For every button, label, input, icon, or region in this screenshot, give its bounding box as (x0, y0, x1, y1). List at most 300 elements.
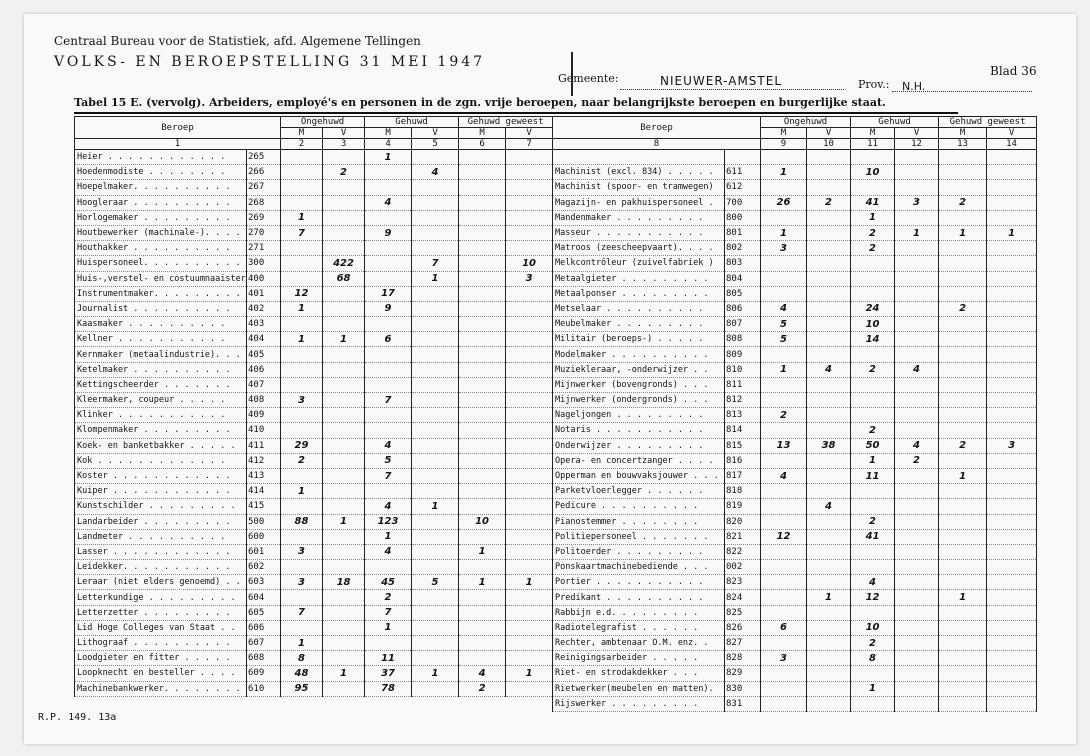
count-cell (365, 241, 412, 256)
count-cell: 11 (851, 468, 895, 483)
count-cell: 68 (323, 271, 365, 286)
count-cell (987, 468, 1037, 483)
count-cell (323, 210, 365, 225)
table-row (553, 636, 1037, 651)
count-cell: 1 (281, 636, 323, 651)
table-row (553, 301, 1037, 316)
count-cell (281, 499, 323, 514)
count-cell (761, 393, 807, 408)
count-cell (281, 620, 323, 635)
count-cell: 18 (323, 575, 365, 590)
count-cell: 1 (939, 468, 987, 483)
occupation-code: 400 (247, 271, 281, 286)
table-row (553, 620, 1037, 635)
count-cell (939, 681, 987, 696)
occupation-name: Metselaar . . . . . . . . . . (553, 301, 725, 316)
count-cell (412, 393, 459, 408)
gemeente-underline (620, 89, 844, 90)
count-cell (459, 560, 506, 575)
count-cell (281, 195, 323, 210)
count-cell: 7 (365, 393, 412, 408)
count-cell: 2 (851, 225, 895, 240)
count-cell (851, 347, 895, 362)
count-cell: 123 (365, 514, 412, 529)
occupation-code: 823 (725, 575, 761, 590)
count-cell: 17 (365, 286, 412, 301)
table-row (553, 544, 1037, 559)
count-cell (761, 453, 807, 468)
count-cell (412, 468, 459, 483)
m-header: M (365, 128, 412, 139)
occupation-name: Huis-,verstel- en costuumnaaister (75, 271, 247, 286)
count-cell (761, 590, 807, 605)
count-cell: 4 (365, 438, 412, 453)
count-cell: 7 (412, 256, 459, 271)
count-cell: 1 (365, 529, 412, 544)
count-cell (939, 180, 987, 195)
table-row (75, 317, 553, 332)
count-cell (895, 636, 939, 651)
occupation-name (553, 150, 725, 165)
count-cell: 1 (281, 301, 323, 316)
count-cell: 2 (851, 241, 895, 256)
occupation-code: 500 (247, 514, 281, 529)
table-row (553, 453, 1037, 468)
count-cell (895, 696, 939, 711)
occupation-code: 808 (725, 332, 761, 347)
occupation-code: 826 (725, 620, 761, 635)
occupation-code: 405 (247, 347, 281, 362)
occupation-code: 819 (725, 499, 761, 514)
count-cell (987, 210, 1037, 225)
count-cell (939, 165, 987, 180)
table-row (553, 438, 1037, 453)
count-cell: 1 (323, 514, 365, 529)
count-cell: 1 (761, 165, 807, 180)
count-cell (459, 271, 506, 286)
count-cell (412, 529, 459, 544)
count-cell (459, 499, 506, 514)
count-cell (459, 651, 506, 666)
count-cell (807, 271, 851, 286)
count-cell: 3 (281, 393, 323, 408)
occupation-name: Portier . . . . . . . . . . . (553, 575, 725, 590)
table-row (75, 377, 553, 392)
count-cell (807, 225, 851, 240)
col-number: 8 (553, 139, 761, 150)
count-cell (807, 651, 851, 666)
count-cell (506, 317, 553, 332)
count-cell (459, 423, 506, 438)
occupation-name: Loodgieter en fitter . . . . . (75, 651, 247, 666)
count-cell (281, 408, 323, 423)
table-row (75, 438, 553, 453)
count-cell (412, 362, 459, 377)
occupation-name: Metaalponser . . . . . . . . . (553, 286, 725, 301)
prov-value: N.H. (902, 80, 926, 93)
count-cell (365, 484, 412, 499)
occupation-code: 402 (247, 301, 281, 316)
count-cell (939, 453, 987, 468)
m-header: M (761, 128, 807, 139)
count-cell: 4 (365, 499, 412, 514)
count-cell: 4 (761, 468, 807, 483)
count-cell (761, 286, 807, 301)
count-cell (323, 590, 365, 605)
table-row (75, 544, 553, 559)
count-cell (506, 651, 553, 666)
table-row (75, 484, 553, 499)
count-cell (506, 468, 553, 483)
col-number: 4 (365, 139, 412, 150)
table-row (553, 408, 1037, 423)
count-cell (851, 666, 895, 681)
count-cell (987, 666, 1037, 681)
table-row (553, 484, 1037, 499)
count-cell: 9 (365, 225, 412, 240)
occupation-name: Mandenmaker . . . . . . . . . (553, 210, 725, 225)
table-row (553, 499, 1037, 514)
count-cell (506, 408, 553, 423)
count-cell (807, 529, 851, 544)
count-cell (851, 696, 895, 711)
count-cell: 1 (365, 620, 412, 635)
count-cell: 3 (506, 271, 553, 286)
count-cell (323, 408, 365, 423)
occupation-code: 607 (247, 636, 281, 651)
gehuwd-geweest-header: Gehuwd geweest (939, 117, 1037, 128)
count-cell (412, 453, 459, 468)
occupation-code: 815 (725, 438, 761, 453)
count-cell: 95 (281, 681, 323, 696)
count-cell (459, 636, 506, 651)
col-number: 5 (412, 139, 459, 150)
count-cell: 2 (459, 681, 506, 696)
count-cell (807, 514, 851, 529)
count-cell (761, 499, 807, 514)
occupation-code: 812 (725, 393, 761, 408)
occupation-code: 604 (247, 590, 281, 605)
count-cell: 1 (323, 666, 365, 681)
count-cell (939, 271, 987, 286)
occupation-name: Journalist . . . . . . . . . . (75, 301, 247, 316)
count-cell: 3 (761, 241, 807, 256)
occupation-code: 813 (725, 408, 761, 423)
occupation-name: Opperman en bouwvaksjouwer . . . (553, 468, 725, 483)
table-row (75, 651, 553, 666)
count-cell (807, 332, 851, 347)
occupation-name: Kok . . . . . . . . . . . . . (75, 453, 247, 468)
count-cell: 12 (281, 286, 323, 301)
count-cell (459, 408, 506, 423)
count-cell: 5 (412, 575, 459, 590)
count-cell (323, 453, 365, 468)
count-cell (323, 362, 365, 377)
count-cell (459, 605, 506, 620)
count-cell (761, 575, 807, 590)
count-cell (895, 150, 939, 165)
occupation-code: 825 (725, 605, 761, 620)
count-cell: 1 (851, 681, 895, 696)
count-cell (987, 514, 1037, 529)
count-cell (895, 286, 939, 301)
count-cell (895, 499, 939, 514)
count-cell (412, 681, 459, 696)
table-row (75, 150, 553, 165)
occupation-code: 700 (725, 195, 761, 210)
count-cell (412, 377, 459, 392)
occupation-name: Riet- en strodakdekker . . . (553, 666, 725, 681)
occupation-name: Melkcontrôleur (zuivelfabriek ) (553, 256, 725, 271)
count-cell (987, 377, 1037, 392)
count-cell (323, 468, 365, 483)
count-cell (506, 393, 553, 408)
count-cell: 4 (895, 438, 939, 453)
occupation-code: 412 (247, 453, 281, 468)
count-cell (807, 377, 851, 392)
v-header: V (323, 128, 365, 139)
count-cell (939, 620, 987, 635)
count-cell (459, 195, 506, 210)
count-cell: 1 (761, 362, 807, 377)
count-cell: 2 (851, 636, 895, 651)
count-cell (459, 453, 506, 468)
count-cell (761, 560, 807, 575)
count-cell (412, 332, 459, 347)
col-number: 13 (939, 139, 987, 150)
occupation-code: 271 (247, 241, 281, 256)
count-cell: 24 (851, 301, 895, 316)
count-cell: 2 (761, 408, 807, 423)
count-cell: 4 (807, 499, 851, 514)
occupation-name: Kellner . . . . . . . . . . . (75, 332, 247, 347)
occupation-code: 268 (247, 195, 281, 210)
count-cell (895, 408, 939, 423)
count-cell (987, 423, 1037, 438)
count-cell (506, 362, 553, 377)
count-cell: 4 (851, 575, 895, 590)
count-cell (459, 332, 506, 347)
count-cell (412, 225, 459, 240)
count-cell: 5 (365, 453, 412, 468)
count-cell (895, 544, 939, 559)
count-cell (412, 286, 459, 301)
count-cell (895, 241, 939, 256)
count-cell (506, 347, 553, 362)
count-cell (987, 180, 1037, 195)
count-cell (459, 377, 506, 392)
occupation-code: 605 (247, 605, 281, 620)
occupation-code: 410 (247, 423, 281, 438)
count-cell (412, 301, 459, 316)
occupation-code: 403 (247, 317, 281, 332)
count-cell (506, 180, 553, 195)
occupation-name: Rietwerker(meubelen en matten). (553, 681, 725, 696)
count-cell (807, 636, 851, 651)
occupation-name: Ponskaartmachinebediende . . . (553, 560, 725, 575)
occupation-name: Kaasmaker . . . . . . . . . . (75, 317, 247, 332)
table-title: Tabel 15 E. (vervolg). Arbeiders, employé's en personen in de zgn. vrije beroepen, naar belangrijkste beroepen en burgerlijke staat. (74, 96, 958, 114)
count-cell (987, 271, 1037, 286)
table-row (75, 575, 553, 590)
count-cell (323, 499, 365, 514)
table-row (75, 423, 553, 438)
gemeente-value: NIEUWER-AMSTEL (660, 74, 783, 88)
table-row (75, 195, 553, 210)
left-census-table (74, 116, 553, 697)
count-cell (761, 636, 807, 651)
occupation-name: Letterkundige . . . . . . . . . (75, 590, 247, 605)
table-row (553, 393, 1037, 408)
table-row (553, 696, 1037, 711)
count-cell (987, 408, 1037, 423)
occupation-name: Hoogleraar . . . . . . . . . . (75, 195, 247, 210)
count-cell (851, 560, 895, 575)
occupation-code: 266 (247, 165, 281, 180)
form-code: R.P. 149. 13a (38, 712, 117, 723)
table-row (553, 165, 1037, 180)
occupation-code (725, 150, 761, 165)
occupation-name: Rijswerker . . . . . . . . . (553, 696, 725, 711)
occupation-name: Rabbijn e.d. . . . . . . . . (553, 605, 725, 620)
count-cell (895, 651, 939, 666)
occupation-code: 415 (247, 499, 281, 514)
count-cell (323, 241, 365, 256)
count-cell (939, 256, 987, 271)
occupation-name: Heier . . . . . . . . . . . . (75, 150, 247, 165)
count-cell (459, 468, 506, 483)
table-row (553, 150, 1037, 165)
v-header: V (895, 128, 939, 139)
col-number: 7 (506, 139, 553, 150)
occupation-name: Opera- en concertzanger . . . . (553, 453, 725, 468)
occupation-name: Kunstschilder . . . . . . . . . (75, 499, 247, 514)
count-cell (807, 453, 851, 468)
count-cell: 2 (851, 423, 895, 438)
count-cell (412, 210, 459, 225)
count-cell (506, 484, 553, 499)
table-row (75, 681, 553, 696)
count-cell (939, 210, 987, 225)
table-row (75, 499, 553, 514)
count-cell (365, 408, 412, 423)
count-cell (987, 681, 1037, 696)
occupation-name: Reinigingsarbeider . . . . . (553, 651, 725, 666)
count-cell (412, 347, 459, 362)
count-cell: 11 (365, 651, 412, 666)
occupation-code: 801 (725, 225, 761, 240)
count-cell (459, 362, 506, 377)
count-cell (761, 666, 807, 681)
occupation-code: 829 (725, 666, 761, 681)
occupation-name: Matroos (zeescheepvaart). . . . (553, 241, 725, 256)
count-cell (323, 681, 365, 696)
count-cell (939, 514, 987, 529)
count-cell (807, 575, 851, 590)
occupation-name: Militair (beroeps-) . . . . . (553, 332, 725, 347)
count-cell: 1 (506, 666, 553, 681)
occupation-code: 805 (725, 286, 761, 301)
count-cell (459, 317, 506, 332)
count-cell (281, 590, 323, 605)
count-cell (459, 301, 506, 316)
count-cell (761, 271, 807, 286)
table-row (75, 271, 553, 286)
count-cell: 8 (851, 651, 895, 666)
count-cell: 1 (412, 499, 459, 514)
count-cell (459, 165, 506, 180)
occupation-name: Modelmaker . . . . . . . . . . (553, 347, 725, 362)
count-cell (939, 393, 987, 408)
count-cell: 8 (281, 651, 323, 666)
count-cell (323, 317, 365, 332)
count-cell (851, 377, 895, 392)
count-cell (761, 514, 807, 529)
table-row (553, 666, 1037, 681)
count-cell (939, 408, 987, 423)
count-cell: 2 (323, 165, 365, 180)
count-cell (851, 150, 895, 165)
count-cell: 1 (281, 332, 323, 347)
count-cell (939, 529, 987, 544)
count-cell (987, 636, 1037, 651)
occupation-name: Kettingscheerder . . . . . . . (75, 377, 247, 392)
table-row (553, 362, 1037, 377)
count-cell (412, 514, 459, 529)
count-cell (459, 347, 506, 362)
occupation-code: 600 (247, 529, 281, 544)
count-cell (506, 681, 553, 696)
table-row (553, 347, 1037, 362)
count-cell (459, 225, 506, 240)
count-cell (412, 317, 459, 332)
occupation-name: Politoerder . . . . . . . . . (553, 544, 725, 559)
count-cell (412, 438, 459, 453)
table-row (553, 180, 1037, 195)
beroep-header: Beroep (75, 117, 281, 139)
sheet-number: Blad 36 (990, 64, 1037, 78)
count-cell (807, 317, 851, 332)
occupation-code: 822 (725, 544, 761, 559)
count-cell: 1 (506, 575, 553, 590)
table-row (75, 347, 553, 362)
table-row (75, 560, 553, 575)
col-number: 6 (459, 139, 506, 150)
occupation-code: 810 (725, 362, 761, 377)
count-cell (807, 666, 851, 681)
count-cell: 5 (761, 317, 807, 332)
table-row (75, 468, 553, 483)
occupation-name: Politiepersoneel . . . . . . . (553, 529, 725, 544)
count-cell (323, 438, 365, 453)
count-cell (281, 423, 323, 438)
occupation-name: Machinist (spoor- en tramwegen) (553, 180, 725, 195)
table-row (553, 195, 1037, 210)
count-cell (459, 256, 506, 271)
occupation-name: Pedicure . . . . . . . . . . (553, 499, 725, 514)
count-cell: 10 (851, 165, 895, 180)
count-cell (506, 560, 553, 575)
prov-label: Prov.: (858, 78, 890, 91)
occupation-code: 601 (247, 544, 281, 559)
count-cell (939, 150, 987, 165)
count-cell (851, 544, 895, 559)
count-cell (939, 499, 987, 514)
count-cell: 1 (851, 210, 895, 225)
count-cell (851, 499, 895, 514)
count-cell (807, 256, 851, 271)
count-cell (761, 681, 807, 696)
